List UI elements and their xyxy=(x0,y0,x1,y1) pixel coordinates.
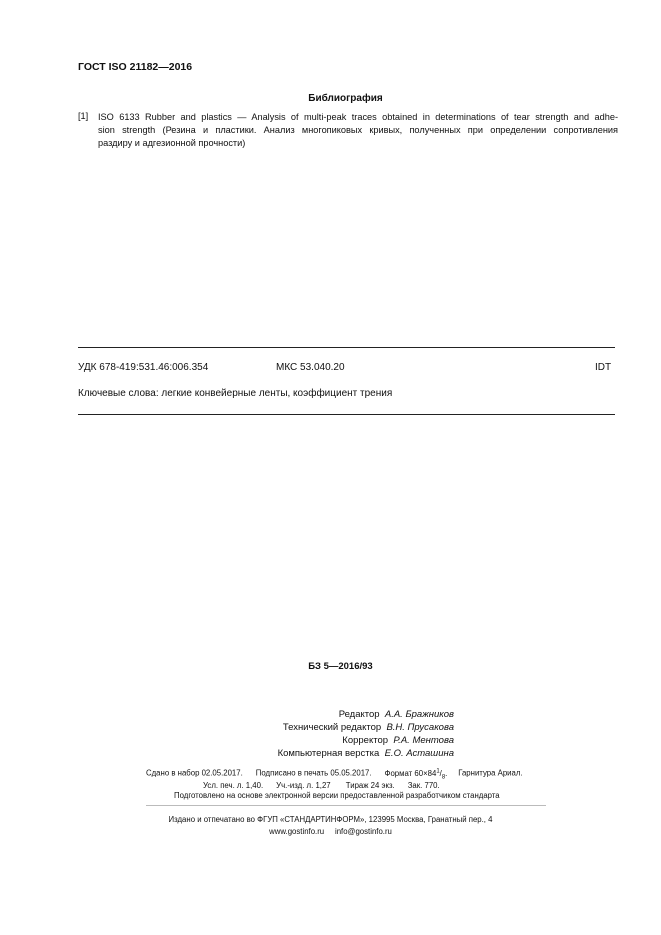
keywords: Ключевые слова: легкие конвейерные ленты, коэффициент трения xyxy=(78,388,393,399)
mks-code: МКС 53.040.20 xyxy=(276,362,345,373)
prepared-note: Подготовлено на основе электронной версии предоставленной разработчиком стандарта xyxy=(174,791,500,800)
standard-designation: ГОСТ ISO 21182—2016 xyxy=(78,61,193,73)
print-sheets: Усл. печ. л. 1,40. xyxy=(203,781,264,790)
bz-number: БЗ 5—2016/93 xyxy=(308,661,373,672)
reference-line: sion strength (Резина и пластики. Анализ многопиковых кривых, полученных при определении сопротивления xyxy=(98,125,618,135)
submitted-date: Сдано в набор 02.05.2017. xyxy=(146,768,243,778)
reference-number: [1] xyxy=(78,111,89,121)
format-denominator: 8 xyxy=(441,774,446,781)
reference-line: ISO 6133 Rubber and plastics — Analysis of multi-peak traces obtained in determinations of tear strength and adhe- xyxy=(98,112,618,122)
credit-role: Редактор xyxy=(338,709,380,720)
format-numerator: 1 xyxy=(436,768,440,774)
typeface: Гарнитура Ариал. xyxy=(458,768,523,778)
format-suffix: . xyxy=(445,768,448,778)
divider-top xyxy=(78,347,615,348)
bibliography-title: Библиография xyxy=(308,93,383,104)
idt-label: IDT xyxy=(595,362,612,373)
credit-name: Е.О. Асташина xyxy=(384,748,454,759)
printed-by: Издано и отпечатано во ФГУП «СТАНДАРТИНФОРМ», 123995 Москва, Гранатный пер., 4 xyxy=(168,815,493,824)
circulation: Тираж 24 экз. xyxy=(345,781,395,790)
divider-bottom xyxy=(78,414,615,415)
credit-name: В.Н. Прусакова xyxy=(386,722,454,733)
contacts xyxy=(0,827,661,836)
credit-proofreader xyxy=(180,735,454,746)
divider-publication xyxy=(146,805,546,806)
publication-line-2 xyxy=(203,781,440,790)
publication-line-1 xyxy=(146,768,523,780)
credit-layout xyxy=(180,748,454,759)
reference-text xyxy=(98,111,618,150)
reference-line: раздиру и адгезионной прочности) xyxy=(98,138,246,148)
credit-editor xyxy=(180,709,454,720)
credit-role: Технический редактор xyxy=(282,722,382,733)
order-number: Зак. 770. xyxy=(407,781,440,790)
format-prefix: Формат 60×84 xyxy=(384,768,437,778)
email-link[interactable]: info@gostinfo.ru xyxy=(334,827,392,836)
website-link[interactable]: www.gostinfo.ru xyxy=(269,827,325,836)
credit-tech-editor xyxy=(180,722,454,733)
credit-name: А.А. Бражников xyxy=(384,709,454,720)
credit-role: Компьютерная верстка xyxy=(277,748,380,759)
credit-role: Корректор xyxy=(342,735,389,746)
publisher-sheets: Уч.-изд. л. 1,27 xyxy=(276,781,331,790)
paper-format: Формат $60\times 84^1/_8$. xyxy=(384,768,448,781)
udk-code: УДК 678-419:531.46:006.354 xyxy=(78,362,209,373)
credit-name: Р.А. Ментова xyxy=(393,735,454,746)
signed-date: Подписано в печать 05.05.2017. xyxy=(255,768,372,778)
